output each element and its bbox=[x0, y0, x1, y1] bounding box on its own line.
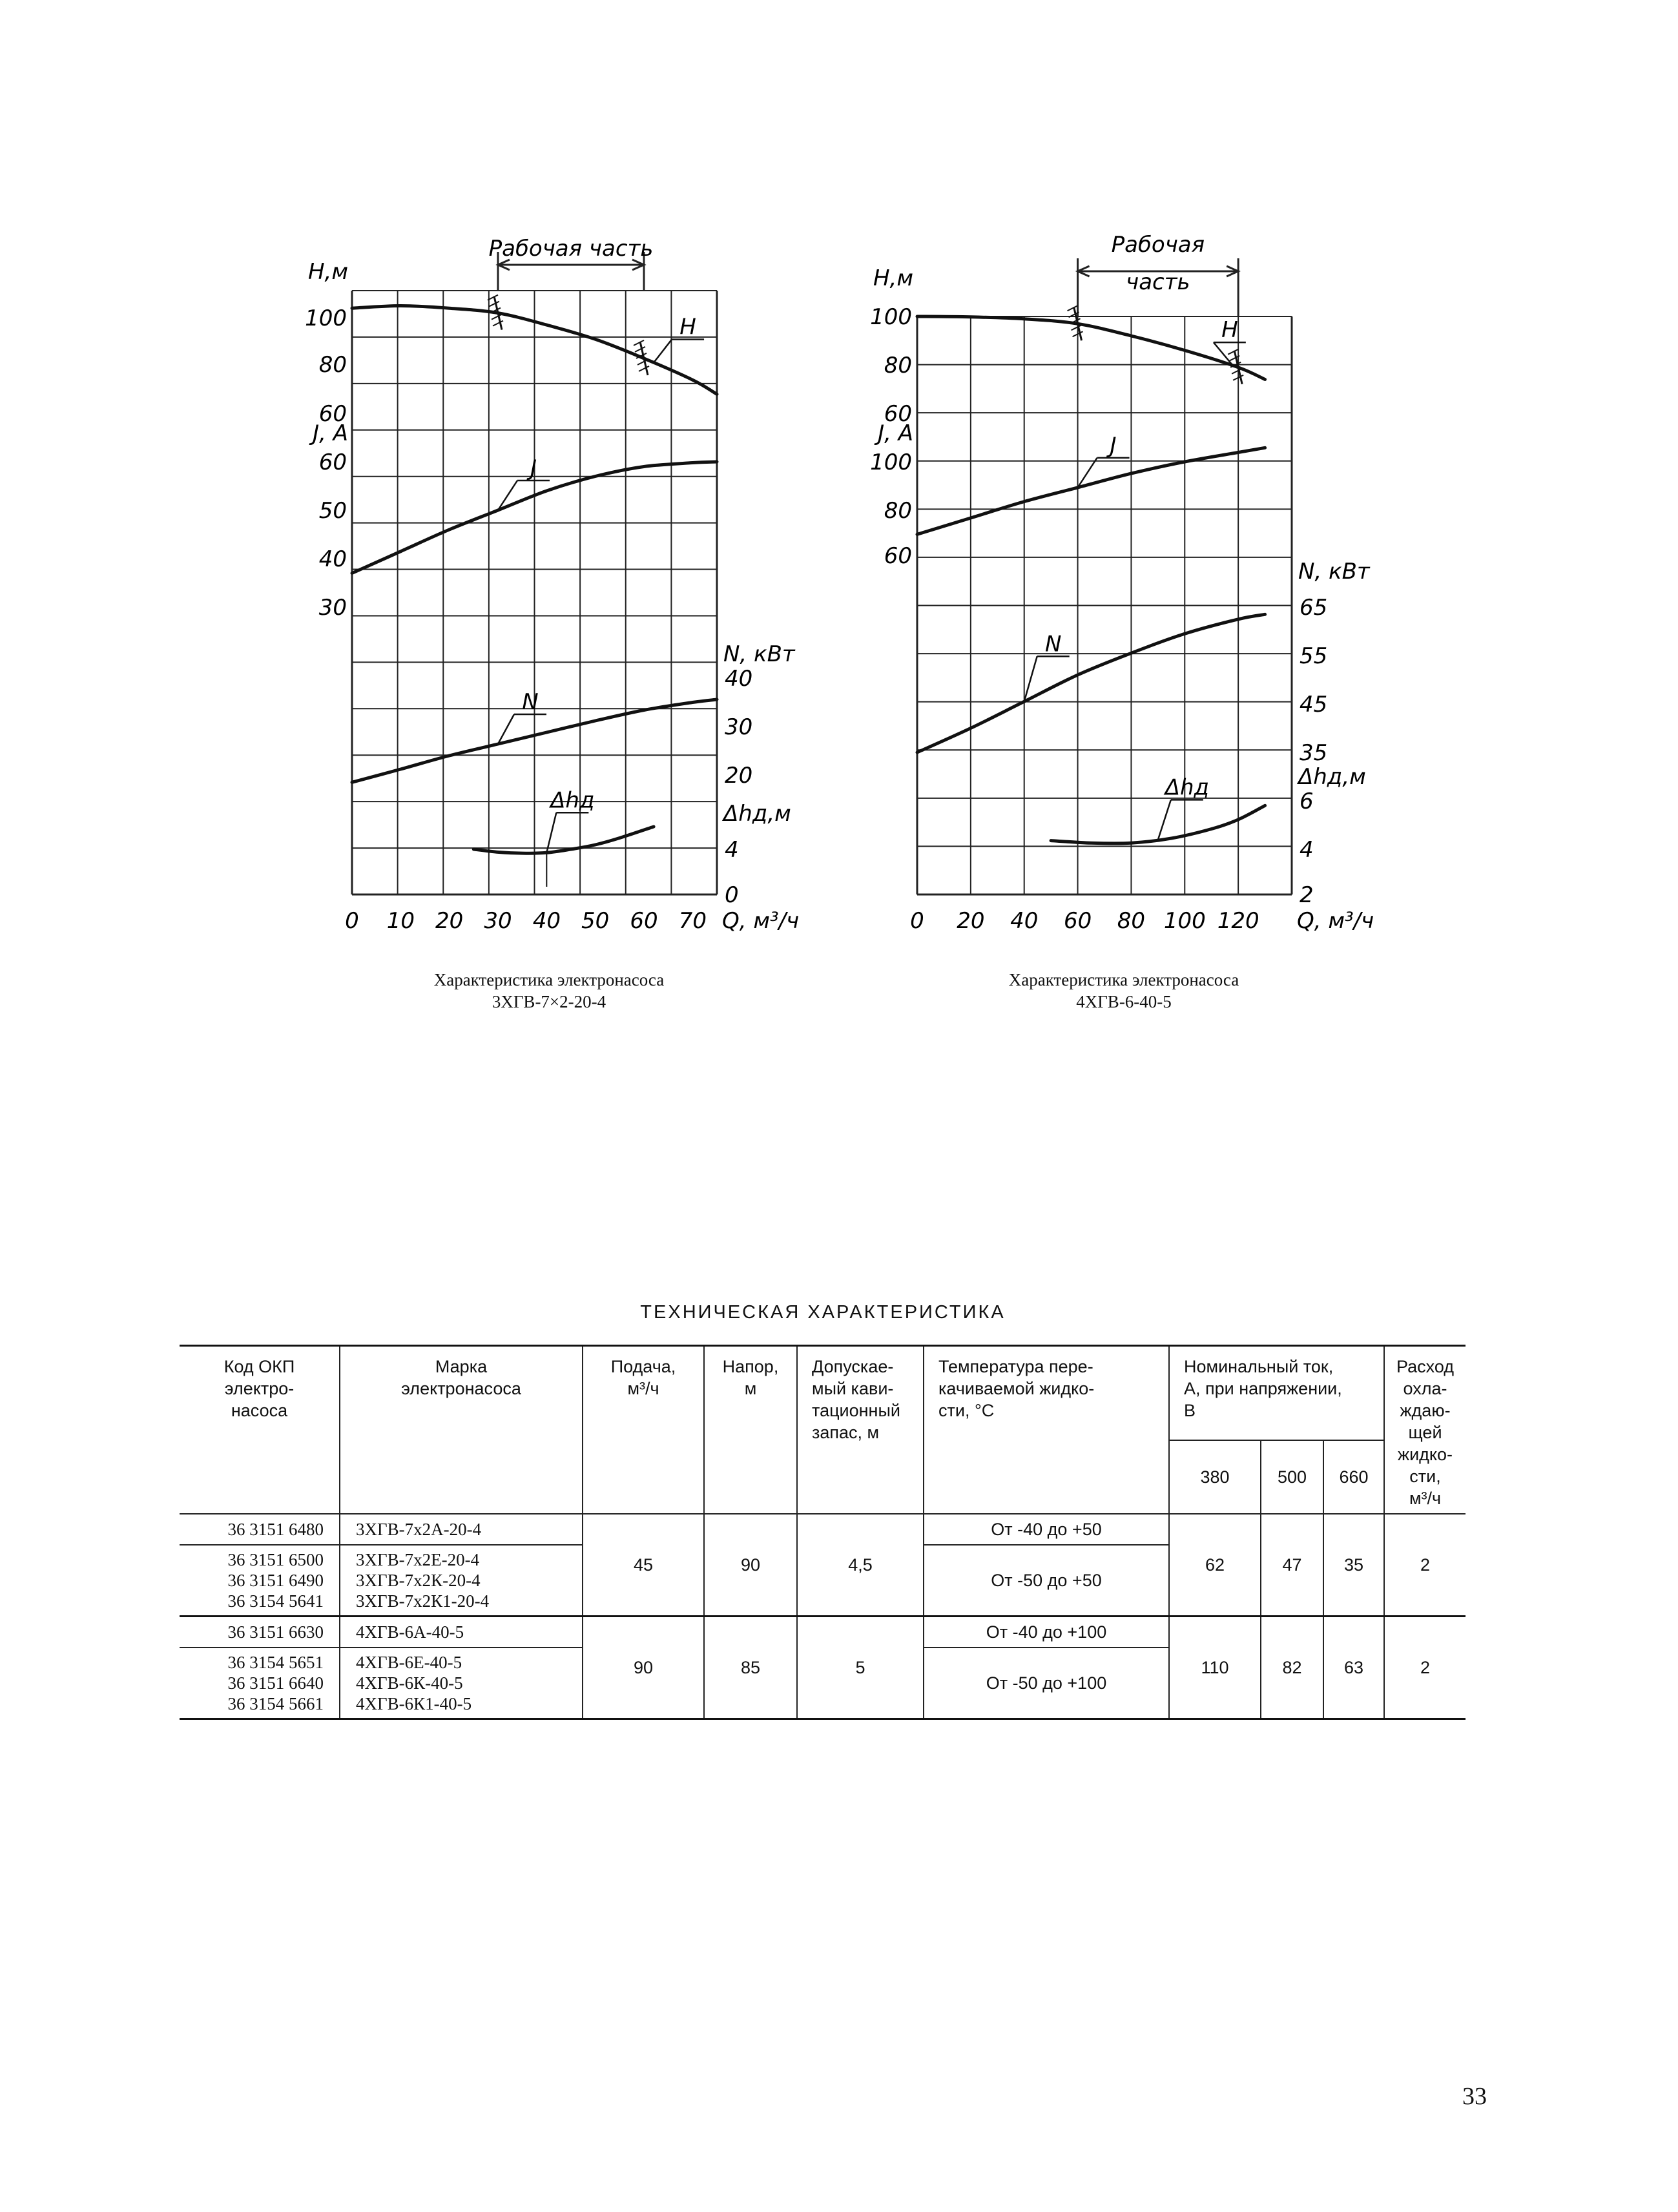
okp-code-line: 36 3151 6640 bbox=[227, 1673, 324, 1693]
header-line: охла- bbox=[1403, 1379, 1447, 1398]
right-axis-label-power: N, кВт bbox=[1298, 559, 1370, 584]
okp-code-line: 36 3151 6630 bbox=[227, 1622, 324, 1642]
header-line: электро- bbox=[224, 1379, 295, 1398]
left-axis-label-head: Н,м bbox=[873, 265, 913, 291]
okp-code bbox=[180, 1514, 340, 1545]
npsh-value: 4,5 bbox=[797, 1514, 924, 1617]
caption-line-1: Характеристика электронасоса bbox=[1008, 970, 1239, 989]
x-axis-label: Q, м³/ч bbox=[722, 908, 800, 934]
right-axis-label-npsh: Δhд,м bbox=[723, 801, 791, 827]
header-line: В bbox=[1184, 1401, 1196, 1420]
x-tick-label: 30 bbox=[484, 908, 512, 934]
x-tick-label: 50 bbox=[581, 908, 610, 934]
table-body bbox=[180, 1514, 1466, 1719]
header-line: Марка bbox=[435, 1357, 488, 1376]
x-tick-label: 0 bbox=[910, 908, 924, 934]
header-voltage-380: 380 bbox=[1169, 1440, 1261, 1514]
left-tick-label: 60 bbox=[318, 401, 347, 427]
temperature-range: От -40 до +50 bbox=[924, 1514, 1169, 1545]
leader-line bbox=[1158, 800, 1171, 840]
header-line: сти, °С bbox=[938, 1401, 995, 1420]
header-voltage-660: 660 bbox=[1323, 1440, 1384, 1514]
caption-line-2: 3ХГВ-7×2-20-4 bbox=[492, 992, 606, 1011]
okp-code-line: 36 3154 5651 bbox=[227, 1653, 324, 1672]
pump-mark bbox=[340, 1617, 583, 1648]
curve-dh bbox=[473, 827, 654, 853]
technical-spec-table bbox=[180, 1345, 1466, 1720]
left-tick-label: 80 bbox=[318, 352, 347, 378]
left-tick-label: 100 bbox=[870, 450, 912, 475]
right-axis-label-npsh: Δhд,м bbox=[1298, 764, 1366, 790]
header-temperature bbox=[924, 1346, 1169, 1514]
header-mark bbox=[340, 1346, 583, 1514]
chart-caption bbox=[284, 969, 814, 1013]
temperature-range: От -50 до +50 bbox=[924, 1545, 1169, 1617]
okp-code-line: 36 3151 6480 bbox=[227, 1520, 324, 1539]
header-line: Номинальный ток, bbox=[1184, 1357, 1334, 1376]
current-660: 63 bbox=[1323, 1617, 1384, 1719]
header-line: щей bbox=[1408, 1423, 1442, 1442]
pump-mark bbox=[340, 1545, 583, 1617]
boundary-hatch bbox=[1228, 349, 1238, 355]
pump-mark-line: 3ХГВ-7х2К-20-4 bbox=[356, 1571, 481, 1590]
okp-code bbox=[180, 1617, 340, 1648]
boundary-hatch bbox=[489, 302, 499, 307]
header-line: качиваемой жидко- bbox=[938, 1379, 1095, 1398]
header-line: ждаю- bbox=[1400, 1401, 1451, 1420]
left-tick-label: 40 bbox=[318, 546, 347, 572]
left-tick-label: 80 bbox=[884, 498, 912, 524]
table-row bbox=[180, 1514, 1466, 1545]
header-line: Температура пере- bbox=[938, 1357, 1093, 1376]
right-tick-label: 45 bbox=[1300, 692, 1328, 718]
curve-label-I: J bbox=[530, 455, 537, 481]
left-tick-label: 60 bbox=[318, 450, 347, 475]
x-tick-label: 60 bbox=[630, 908, 658, 934]
right-tick-label: 55 bbox=[1300, 643, 1328, 669]
right-tick-label: 20 bbox=[725, 763, 753, 789]
working-zone-label: Рабочая часть bbox=[488, 236, 654, 262]
curve-N bbox=[917, 614, 1265, 752]
cooling-value: 2 bbox=[1384, 1514, 1466, 1617]
right-tick-label: 4 bbox=[725, 837, 739, 863]
pump-mark-line: 4ХГВ-6Е-40-5 bbox=[356, 1653, 462, 1672]
temperature-range: От -50 до +100 bbox=[924, 1648, 1169, 1719]
boundary-hatch bbox=[1072, 325, 1082, 330]
curve-label-dh: Δhд bbox=[1165, 774, 1210, 801]
header-line: жидко- bbox=[1398, 1445, 1453, 1464]
caption-line-2: 4ХГВ-6-40-5 bbox=[1076, 992, 1172, 1011]
x-tick-label: 70 bbox=[678, 908, 707, 934]
okp-code-line: 36 3154 5661 bbox=[227, 1694, 324, 1713]
header-head bbox=[704, 1346, 797, 1514]
table-title: ТЕХНИЧЕСКАЯ ХАРАКТЕРИСТИКА bbox=[640, 1302, 1006, 1323]
right-tick-label: 2 bbox=[1300, 882, 1314, 908]
header-line: м³/ч bbox=[1409, 1489, 1442, 1508]
header-line: Допускае- bbox=[812, 1357, 894, 1376]
right-tick-label: 30 bbox=[725, 714, 753, 740]
current-380: 110 bbox=[1169, 1617, 1261, 1719]
chart-svg bbox=[284, 213, 814, 943]
temperature-range: От -40 до +100 bbox=[924, 1617, 1169, 1648]
working-zone-label: часть bbox=[1126, 269, 1190, 295]
left-tick-label: 100 bbox=[870, 304, 912, 330]
head-value: 90 bbox=[704, 1514, 797, 1617]
left-tick-label: 60 bbox=[884, 401, 912, 427]
pump-chart-3hgv bbox=[284, 213, 814, 1011]
flow-value: 90 bbox=[583, 1617, 704, 1719]
header-line: насоса bbox=[231, 1401, 288, 1420]
header-line: Подача, bbox=[610, 1357, 676, 1376]
leader-line bbox=[654, 340, 672, 363]
x-tick-label: 20 bbox=[957, 908, 985, 934]
current-500: 47 bbox=[1261, 1514, 1323, 1617]
okp-code-line: 36 3154 5641 bbox=[227, 1591, 324, 1611]
x-tick-label: 0 bbox=[345, 908, 359, 934]
curve-label-dh: Δhд bbox=[550, 787, 595, 814]
x-tick-label: 80 bbox=[1117, 908, 1146, 934]
pump-mark-line: 4ХГВ-6К-40-5 bbox=[356, 1673, 463, 1693]
left-tick-label: 60 bbox=[884, 543, 912, 569]
header-line: А, при напряжении, bbox=[1184, 1379, 1342, 1398]
working-zone-label: Рабочая bbox=[1111, 232, 1205, 258]
x-tick-label: 10 bbox=[386, 908, 415, 934]
header-line: м³/ч bbox=[627, 1379, 659, 1398]
boundary-hatch bbox=[492, 315, 502, 320]
pump-chart-4hgv bbox=[859, 213, 1389, 1011]
okp-code-line: 36 3151 6500 bbox=[227, 1550, 324, 1569]
left-tick-label: 100 bbox=[305, 305, 347, 331]
boundary-hatch bbox=[1068, 305, 1078, 311]
left-axis-label-head: Н,м bbox=[307, 259, 348, 285]
left-axis-label-current: J, А bbox=[878, 420, 913, 446]
header-line: Напор, bbox=[722, 1357, 779, 1376]
header-cooling bbox=[1384, 1346, 1466, 1514]
table-row bbox=[180, 1617, 1466, 1648]
pump-mark-line: 3ХГВ-7х2Е-20-4 bbox=[356, 1550, 480, 1569]
curve-label-H: Н bbox=[679, 314, 696, 340]
curve-H bbox=[917, 316, 1265, 380]
pump-mark bbox=[340, 1514, 583, 1545]
right-tick-label: 6 bbox=[1300, 789, 1314, 814]
current-380: 62 bbox=[1169, 1514, 1261, 1617]
boundary-hatch bbox=[635, 347, 645, 352]
x-tick-label: 60 bbox=[1063, 908, 1092, 934]
curve-label-N: N bbox=[1044, 631, 1062, 657]
left-tick-label: 50 bbox=[318, 498, 347, 524]
header-line: электронасоса bbox=[401, 1379, 521, 1398]
current-500: 82 bbox=[1261, 1617, 1323, 1719]
curve-label-H: Н bbox=[1221, 317, 1238, 344]
x-axis-label: Q, м³/ч bbox=[1297, 908, 1374, 934]
boundary-hatch bbox=[1232, 369, 1242, 374]
pump-mark-line: 3ХГВ-7х2К1-20-4 bbox=[356, 1591, 490, 1611]
header-line: Расход bbox=[1396, 1357, 1455, 1376]
header-line: Код ОКП bbox=[223, 1357, 295, 1376]
pump-mark-line: 4ХГВ-6К1-40-5 bbox=[356, 1694, 472, 1713]
right-tick-label: 35 bbox=[1300, 740, 1328, 766]
flow-value: 45 bbox=[583, 1514, 704, 1617]
left-axis-label-current: J, А bbox=[313, 420, 348, 446]
boundary-hatch bbox=[634, 340, 644, 346]
header-line: запас, м bbox=[812, 1423, 880, 1442]
left-tick-label: 80 bbox=[884, 353, 912, 378]
head-value: 85 bbox=[704, 1617, 797, 1719]
pump-mark-line: 3ХГВ-7х2А-20-4 bbox=[356, 1520, 482, 1539]
curve-label-I: J bbox=[1110, 432, 1117, 459]
header-line: тационный bbox=[812, 1401, 900, 1420]
x-tick-label: 40 bbox=[532, 908, 561, 934]
pump-mark-line: 4ХГВ-6А-40-5 bbox=[356, 1622, 464, 1642]
okp-code bbox=[180, 1648, 340, 1719]
x-tick-label: 20 bbox=[435, 908, 464, 934]
x-tick-label: 40 bbox=[1010, 908, 1039, 934]
header-current bbox=[1169, 1346, 1384, 1441]
boundary-hatch bbox=[637, 360, 648, 365]
leader-line bbox=[546, 812, 556, 853]
header-line: сти, bbox=[1409, 1467, 1441, 1486]
cooling-value: 2 bbox=[1384, 1617, 1466, 1719]
header-npsh bbox=[797, 1346, 924, 1514]
chart-caption bbox=[859, 969, 1389, 1013]
right-tick-label: 0 bbox=[725, 882, 739, 908]
header-line: мый кави- bbox=[812, 1379, 894, 1398]
header-voltage-500: 500 bbox=[1261, 1440, 1323, 1514]
header-flow bbox=[583, 1346, 704, 1514]
curve-label-N: N bbox=[522, 689, 539, 715]
right-tick-label: 40 bbox=[725, 666, 753, 692]
okp-code bbox=[180, 1545, 340, 1617]
header-line: м bbox=[744, 1379, 757, 1398]
right-axis-label-power: N, кВт bbox=[723, 641, 795, 667]
current-660: 35 bbox=[1323, 1514, 1384, 1617]
left-tick-label: 30 bbox=[318, 595, 347, 621]
caption-line-1: Характеристика электронасоса bbox=[433, 970, 665, 989]
x-tick-label: 120 bbox=[1217, 908, 1259, 934]
x-tick-label: 100 bbox=[1163, 908, 1206, 934]
right-tick-label: 65 bbox=[1300, 595, 1328, 621]
page-number: 33 bbox=[1462, 2083, 1487, 2110]
npsh-value: 5 bbox=[797, 1617, 924, 1719]
header-code bbox=[180, 1346, 340, 1514]
pump-mark bbox=[340, 1648, 583, 1719]
chart-svg bbox=[859, 213, 1389, 943]
okp-code-line: 36 3151 6490 bbox=[227, 1571, 324, 1590]
right-tick-label: 4 bbox=[1300, 837, 1314, 863]
